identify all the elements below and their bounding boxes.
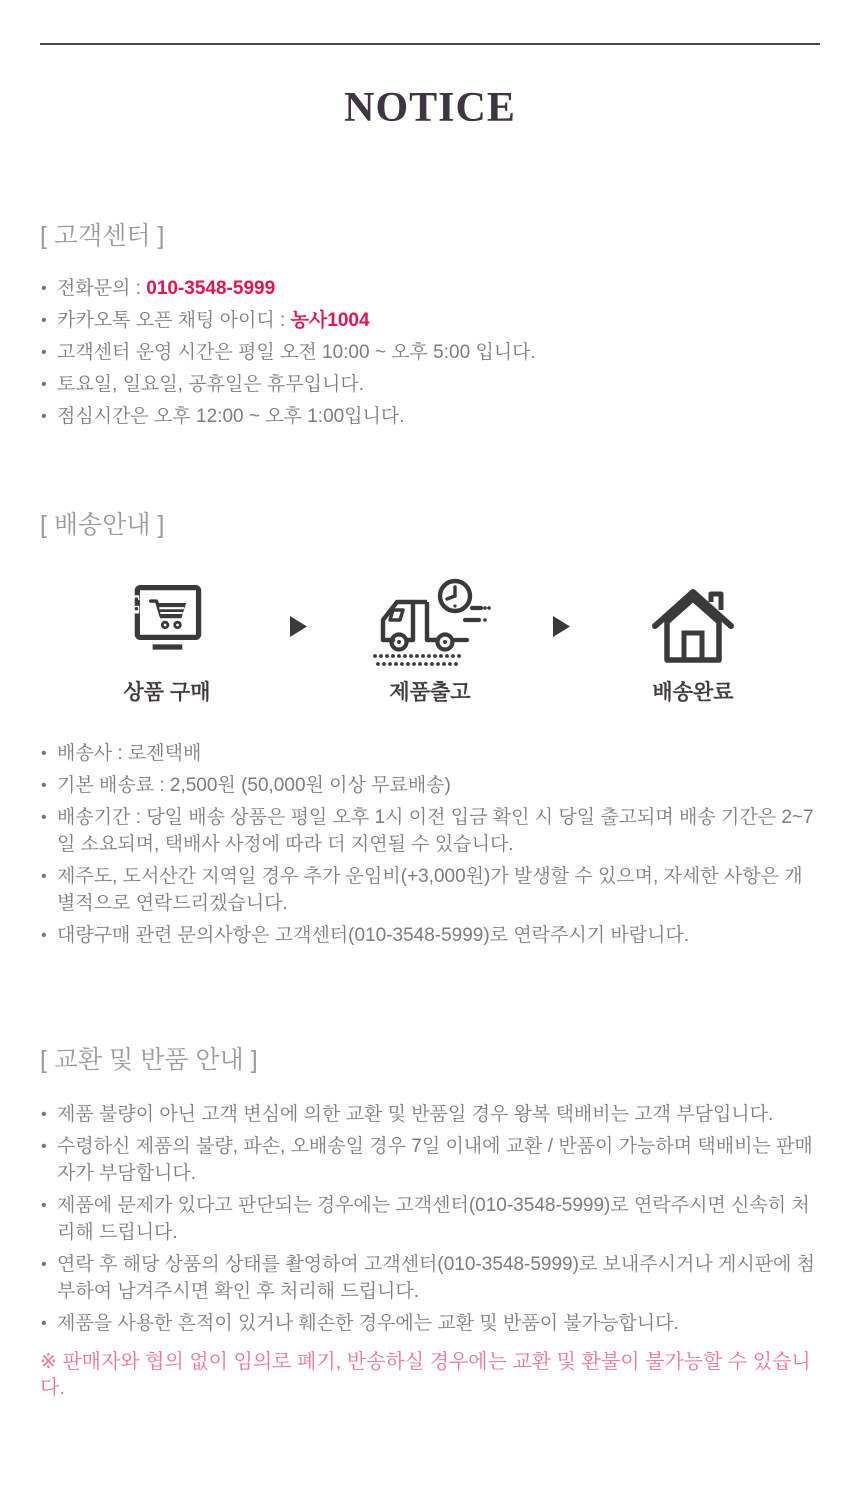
- exchange-list: [40, 1101, 820, 1337]
- delivery-truck-icon: [369, 576, 491, 668]
- house-icon: [645, 576, 741, 668]
- list-item: • 배송사 : 로젠택배: [40, 740, 820, 767]
- list-item: • 배송기간 : 당일 배송 상품은 평일 오후 1시 이전 입금 확인 시 당일 출고되며 배송 기간은 2~7일 소요되며, 택배사 사정에 따라 더 지연될 수 있습니다.: [40, 804, 820, 858]
- list-item: [40, 275, 820, 302]
- step-label: 상품 구매: [123, 681, 211, 704]
- list-item: • 점심시간은 오후 12:00 ~ 오후 1:00입니다.: [40, 403, 820, 430]
- section-shipping: [40, 510, 820, 949]
- shipping-list: [40, 740, 820, 949]
- shipping-heading: [ 배송안내 ]: [40, 511, 165, 539]
- list-item: • 토요일, 일요일, 공휴일은 휴무입니다.: [40, 371, 820, 398]
- top-divider: [40, 43, 820, 45]
- shipping-steps: [40, 576, 820, 706]
- list-item: • 수령하신 제품의 불량, 파손, 오배송일 경우 7일 이내에 교환 / 반품이 가능하며 택배비는 판매자가 부담합니다.: [40, 1133, 820, 1187]
- list-item: • 연락 후 해당 상품의 상태를 촬영하여 고객센터(010-3548-5999)로 보내주시거나 게시판에 첨부하여 남겨주시면 확인 후 처리해 드립니다.: [40, 1251, 820, 1305]
- phone-number: 010-3548-5999: [146, 278, 276, 299]
- arrow-right-icon: [290, 616, 307, 637]
- step-delivered: [604, 576, 782, 706]
- list-item: [40, 307, 820, 334]
- page-title: NOTICE: [344, 85, 516, 131]
- customer-service-list: [40, 275, 820, 430]
- section-customer-service: [40, 221, 820, 430]
- list-item: • 제주도, 도서산간 지역일 경우 추가 운임비(+3,000원)가 발생할 수 있으며, 자세한 사항은 개별적으로 연락드리겠습니다.: [40, 863, 820, 917]
- kakao-id: 농사1004: [290, 310, 370, 331]
- list-item: • 제품에 문제가 있다고 판단되는 경우에는 고객센터(010-3548-5999)로 연락주시면 신속히 처리해 드립니다.: [40, 1192, 820, 1246]
- item-label: 카카오톡 오픈 채팅 아이디 :: [57, 310, 291, 331]
- exchange-heading: [ 교환 및 반품 안내 ]: [40, 1046, 258, 1074]
- list-item: • 고객센터 운영 시간은 평일 오전 10:00 ~ 오후 5:00 입니다.: [40, 339, 820, 366]
- disposal-warning-note: ※ 판매자와 협의 없이 임의로 폐기, 반송하실 경우에는 교환 및 환불이 불가능할 수 있습니다.: [40, 1351, 811, 1399]
- step-label: 배송완료: [652, 681, 734, 704]
- monitor-cart-icon: [121, 576, 213, 668]
- customer-service-heading: [ 고객센터 ]: [40, 222, 165, 250]
- list-item: • 제품 불량이 아닌 고객 변심에 의한 교환 및 반품일 경우 왕복 택배비는 고객 부담입니다.: [40, 1101, 820, 1128]
- item-label: 전화문의 :: [57, 278, 147, 299]
- arrow-right-icon: [553, 616, 570, 637]
- notice-page: [0, 43, 860, 1401]
- step-label: 제품출고: [389, 681, 471, 704]
- section-exchange-return: [40, 1045, 820, 1401]
- step-purchase: [78, 576, 256, 706]
- step-dispatch: [341, 576, 519, 706]
- list-item: • 대량구매 관련 문의사항은 고객센터(010-3548-5999)로 연락주시기 바랍니다.: [40, 922, 820, 949]
- list-item: • 기본 배송료 : 2,500원 (50,000원 이상 무료배송): [40, 772, 820, 799]
- list-item: • 제품을 사용한 흔적이 있거나 훼손한 경우에는 교환 및 반품이 불가능합니다.: [40, 1310, 820, 1337]
